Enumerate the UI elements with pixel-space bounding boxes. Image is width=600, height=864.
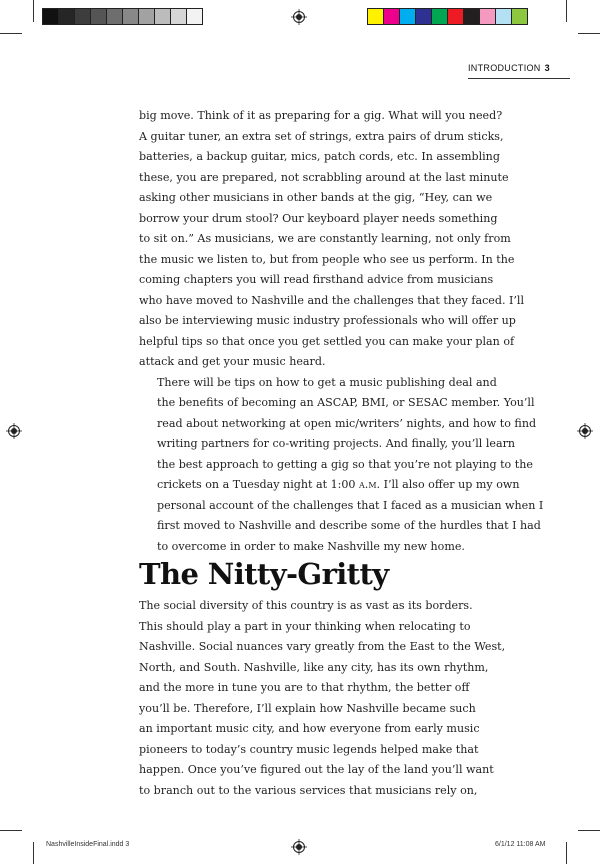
text-line: the benefits of becoming an ASCAP, BMI, or SESAC member. You’ll (157, 396, 535, 409)
color-swatch (154, 8, 171, 25)
crop-mark (566, 842, 567, 864)
text-line: attack and get your music heard. (139, 355, 326, 368)
running-head (468, 63, 570, 79)
text-line: helpful tips so that once you get settled you can make your plan of (139, 334, 515, 348)
text-line: the best approach to getting a gig so that you’re not playing to the (157, 457, 533, 471)
running-head-title: INTRODUCTION (468, 63, 541, 73)
text-line: also be interviewing music industry professionals who will offer up (139, 314, 516, 327)
text-line: an important music city, and how everyone from early music (139, 722, 480, 735)
registration-mark-icon (291, 839, 307, 855)
text-line: and the more in tune you are to that rhythm, the better off (139, 681, 470, 694)
color-swatch (399, 8, 416, 25)
text-line: asking other musicians in other bands at the gig, “Hey, can we (139, 191, 493, 204)
color-swatch (106, 8, 123, 25)
text-line: happen. Once you’ve figured out the lay of the land you’ll want (139, 763, 494, 776)
registration-mark-icon (291, 9, 307, 25)
text-line: Nashville. Social nuances vary greatly from the East to the West, (139, 640, 506, 653)
crop-mark (566, 0, 567, 22)
color-swatch (122, 8, 139, 25)
text-line: writing partners for co-writing projects. And finally, you’ll learn (157, 437, 516, 450)
text-span: I’ll also offer up my own (380, 478, 520, 491)
text-line: these, you are prepared, not scrabbling around at the last minute (139, 170, 509, 184)
color-swatch (58, 8, 75, 25)
text-span: crickets on a Tuesday night at 1:00 (157, 478, 360, 491)
text-line: to sit on.” As musicians, we are constantly learning, not only from (139, 232, 511, 245)
text-line: read about networking at open mic/writers’ nights, and how to find (157, 416, 537, 430)
color-swatch (186, 8, 203, 25)
section-heading: The Nitty-Gritty (139, 557, 389, 591)
text-line: There will be tips on how to get a music publishing deal and (157, 375, 497, 389)
slug-datetime: 6/1/12 11:08 AM (495, 841, 546, 848)
text-line: coming chapters you will read firsthand advice from musicians (139, 273, 494, 286)
color-swatch (90, 8, 107, 25)
text-line: borrow your drum stool? Our keyboard player needs something (139, 211, 498, 225)
text-line: big move. Think of it as preparing for a gig. What will you need? (139, 109, 503, 122)
section-paragraph (139, 596, 506, 801)
color-swatch (367, 8, 384, 25)
section-body-text (139, 596, 506, 801)
color-swatch (447, 8, 464, 25)
color-swatch (383, 8, 400, 25)
color-swatch (431, 8, 448, 25)
color-swatch (170, 8, 187, 25)
color-swatch (511, 8, 528, 25)
crop-mark (33, 0, 34, 22)
text-line: This should play a part in your thinking when relocating to (139, 619, 471, 633)
page-number: 3 (544, 63, 550, 73)
text-line: you’ll be. Therefore, I’ll explain how Nashville became such (139, 701, 476, 715)
paragraph-1 (139, 106, 525, 373)
crop-mark (578, 830, 600, 831)
time-suffix: a.m. (359, 478, 381, 491)
text-line: North, and South. Nashville, like any city, has its own rhythm, (139, 660, 489, 674)
text-line: to branch out to the various services that musicians rely on, (139, 783, 478, 797)
body-text (139, 106, 544, 557)
crop-mark (578, 33, 600, 34)
color-swatch (415, 8, 432, 25)
crop-mark (0, 830, 22, 831)
registration-mark-icon (577, 423, 593, 439)
color-swatch (463, 8, 480, 25)
text-line: A guitar tuner, an extra set of strings, extra pairs of drum sticks, (139, 129, 504, 143)
color-swatch (42, 8, 59, 25)
color-swatch (479, 8, 496, 25)
text-line: pioneers to today’s country music legends helped make that (139, 742, 479, 756)
crop-mark (33, 842, 34, 864)
crop-mark (0, 33, 22, 34)
registration-mark-icon (6, 423, 22, 439)
text-line: who have moved to Nashville and the challenges that they faced. I’ll (139, 293, 525, 307)
text-line: the music we listen to, but from people who see us perform. In the (139, 252, 515, 266)
slug-filename: NashvilleInsideFinal.indd 3 (46, 841, 130, 848)
color-swatch (138, 8, 155, 25)
text-line: personal account of the challenges that I faced as a musician when I (157, 498, 544, 512)
text-line: to overcome in order to make Nashville my new home. (157, 539, 465, 553)
paragraph-2 (139, 373, 544, 558)
text-line: batteries, a backup guitar, mics, patch cords, etc. In assembling (139, 150, 500, 163)
text-line: The social diversity of this country is as vast as its borders. (139, 599, 473, 612)
color-swatch (74, 8, 91, 25)
text-line (139, 475, 520, 496)
color-swatch (495, 8, 512, 25)
cmyk-color-bar (367, 8, 527, 26)
grayscale-color-bar (42, 8, 202, 26)
text-line: first moved to Nashville and describe some of the hurdles that I had (157, 519, 541, 532)
